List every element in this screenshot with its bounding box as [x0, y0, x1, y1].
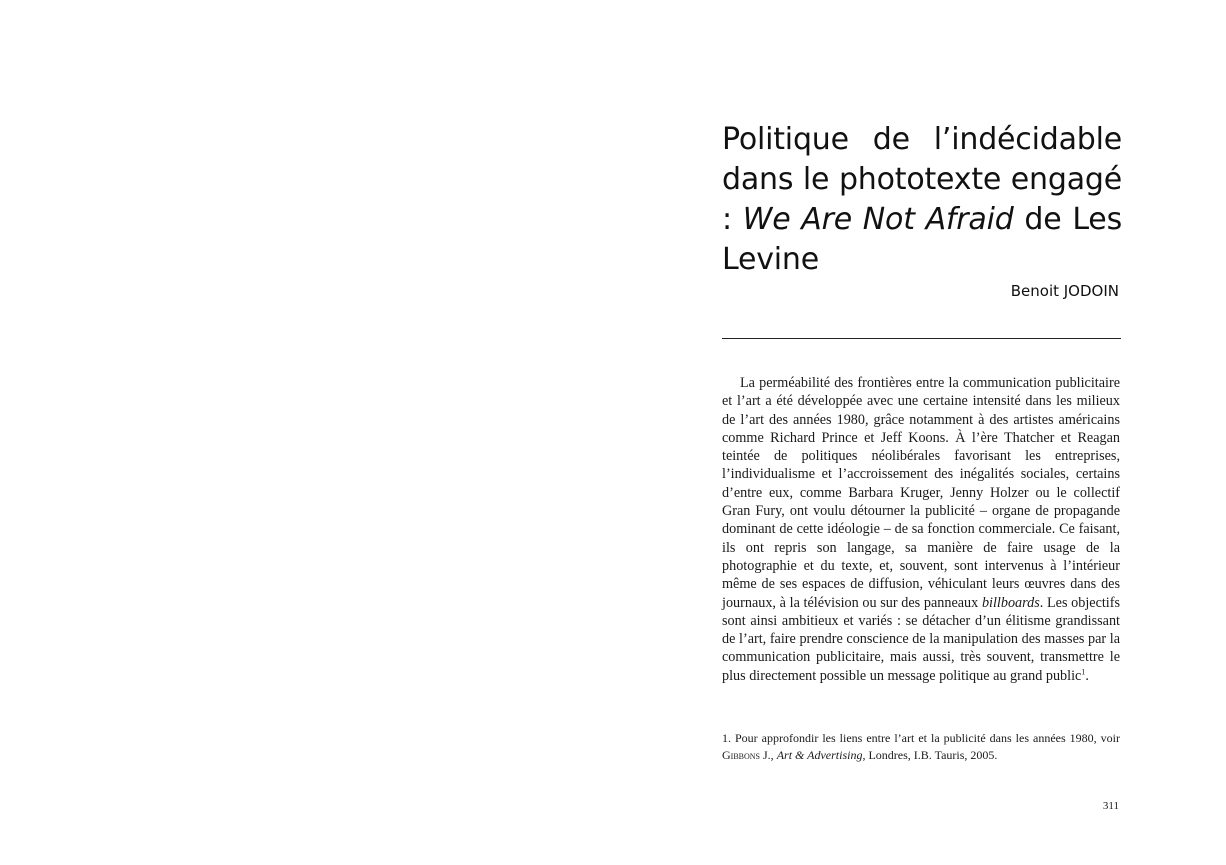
chapter-title-part2: de Les Levine	[722, 202, 1122, 277]
footnote-reference[interactable]: 1	[1081, 667, 1086, 677]
footnote-author: Gibbons	[722, 748, 761, 762]
chapter-title-italic: We Are Not Afraid	[742, 202, 1014, 237]
body-text-part2: . Les objectifs sont ainsi ambitieux et variés : se détacher d’un élitisme grandissant de l’art, faire prendre conscience de la manipulation des masses par la communication publicitaire, mais aussi, très souvent, transmettre le plus directement possible un message politique au grand public	[722, 594, 1120, 684]
body-text-end: .	[1085, 667, 1089, 684]
body-text-italic: billboards	[981, 594, 1040, 611]
author-name: Benoit JODOIN	[1010, 282, 1119, 300]
chapter-title	[722, 120, 1122, 280]
chapter-title-part1: Politique de l’indécidable dans le phototexte engagé :	[722, 122, 1122, 237]
footnote-text: 1. Pour approfondir les liens entre l’art et la publicité dans les années 1980, voir	[722, 731, 1120, 745]
body-text-part1: La perméabilité des frontières entre la communication publicitaire et l’art a été développée avec une certaine intensité dans les milieux de l’art des années 1980, grâce notamment à des artistes américains comme Richard Prince et Jeff Koons. À l’ère Thatcher et Reagan teintée de politiques néolibérales favorisant les entreprises, l’individualisme et l’accroissement des inégalités sociales, certains d’entre eux, comme Barbara Kruger, Jenny Holzer ou le collectif Gran Fury, ont voulu détourner la publicité – organe de propagande dominant de cette idéologie – de sa fonction commerciale. Ce faisant, ils ont repris son langage, sa manière de faire usage de la photographie et du texte, et, souvent, sont intervenus à l’intérieur même de ses espaces de diffusion, véhiculant leurs œuvres dans des journaux, à la télévision ou sur des panneaux	[722, 375, 1120, 611]
body-paragraph	[722, 374, 1120, 685]
right-page	[613, 0, 1226, 865]
footnote	[722, 730, 1120, 764]
footnote-author-initial: J.,	[760, 748, 777, 762]
title-divider	[722, 338, 1121, 339]
footnote-publisher: , Londres, I.B. Tauris, 2005.	[862, 748, 998, 762]
footnote-work-title: Art & Advertising	[776, 748, 863, 762]
page-number: 311	[1102, 800, 1119, 812]
